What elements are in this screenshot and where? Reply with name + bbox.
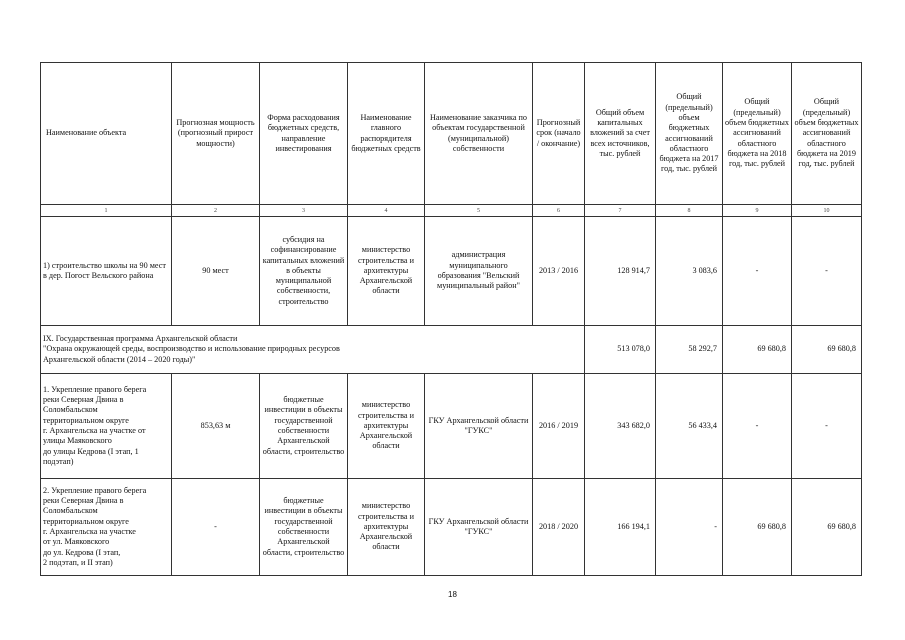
section-budget-2019: 69 680,8 — [792, 326, 862, 374]
distributor: министерство строительства и архитектуры Архангельской области — [348, 479, 425, 576]
header-distributor: Наименование главного распорядителя бюджетных средств — [348, 63, 425, 205]
budget-2017: 3 083,6 — [656, 217, 723, 326]
customer: ГКУ Архангельской области "ГУКС" — [425, 479, 533, 576]
object-name-line: территориальном округе — [43, 415, 129, 425]
budget-2018: - — [723, 374, 792, 479]
header-customer: Наименование заказчика по объектам государственной (муниципальной) собственности — [425, 63, 533, 205]
budget-2017: - — [656, 479, 723, 576]
column-number: 3 — [260, 205, 348, 217]
column-number-row — [41, 205, 862, 217]
header-capacity: Прогнозная мощность (прогнозный прирост мощности) — [172, 63, 260, 205]
program-title — [41, 326, 585, 374]
budget-2018: - — [723, 217, 792, 326]
header-term: Прогнозный срок (начало / окончание) — [533, 63, 585, 205]
distributor: министерство строительства и архитектуры Архангельской области — [348, 374, 425, 479]
object-name-line: г. Архангельска на участке от — [43, 426, 146, 435]
term: 2013 / 2016 — [533, 217, 585, 326]
header-total-investment: Общий объем капитальных вложений за счет всех источников, тыс. рублей — [585, 63, 656, 205]
column-number: 1 — [41, 205, 172, 217]
column-number: 7 — [585, 205, 656, 217]
capacity: 90 мест — [172, 217, 260, 326]
object-name — [41, 479, 172, 576]
table-row — [41, 217, 862, 326]
budget-2019: 69 680,8 — [792, 479, 862, 576]
object-name-line: подэтап) — [43, 456, 74, 466]
term: 2016 / 2019 — [533, 374, 585, 479]
header-budget-2019: Общий (предельный) объем бюджетных ассигнований областного бюджета на 2019 год, тыс. рублей — [792, 63, 862, 205]
object-name-line: до улицы Кедрова (I этап, 1 — [43, 446, 139, 456]
object-name: 1) строительство школы на 90 мест в дер. Погост Вельского района — [41, 217, 172, 326]
object-name-line: Соломбальском — [43, 405, 98, 415]
budget-2018: 69 680,8 — [723, 479, 792, 576]
column-number: 4 — [348, 205, 425, 217]
section-budget-2017: 58 292,7 — [656, 326, 723, 374]
header-spending-form: Форма расходования бюджетных средств, направление инвестирования — [260, 63, 348, 205]
budget-2017: 56 433,4 — [656, 374, 723, 479]
program-section-row — [41, 326, 862, 374]
section-total-investment: 513 078,0 — [585, 326, 656, 374]
distributor: министерство строительства и архитектуры Архангельской области — [348, 217, 425, 326]
column-number: 9 — [723, 205, 792, 217]
header-budget-2017: Общий (предельный) объем бюджетных ассигнований областного бюджета на 2017 год, тыс. рублей — [656, 63, 723, 205]
budget-investment-table — [40, 62, 862, 576]
page-number: 18 — [448, 590, 457, 599]
object-name-line: Соломбальском — [43, 506, 98, 516]
table-row — [41, 374, 862, 479]
program-title-line: IX. Государственная программа Архангельской области — [43, 334, 238, 344]
object-name-line: реки Северная Двина в — [43, 496, 124, 506]
budget-2019: - — [792, 217, 862, 326]
spending-form: бюджетные инвестиции в объекты государственной собственности Архангельской области, строительство — [260, 374, 348, 479]
term: 2018 / 2020 — [533, 479, 585, 576]
capacity: - — [172, 479, 260, 576]
object-name-line: улицы Маяковского — [43, 436, 112, 446]
column-number: 6 — [533, 205, 585, 217]
total-investment: 343 682,0 — [585, 374, 656, 479]
total-investment: 128 914,7 — [585, 217, 656, 326]
column-number: 10 — [792, 205, 862, 217]
budget-2019: - — [792, 374, 862, 479]
program-title-line: "Охрана окружающей среды, воспроизводство и использование природных ресурсов — [43, 344, 340, 354]
program-title-line: Архангельской области (2014 – 2020 годы)" — [43, 354, 196, 364]
capacity: 853,63 м — [172, 374, 260, 479]
object-name — [41, 374, 172, 479]
customer: ГКУ Архангельской области "ГУКС" — [425, 374, 533, 479]
object-name-line: от ул. Маяковского — [43, 537, 110, 547]
customer: администрация муниципального образования "Вельский муниципальный район" — [425, 217, 533, 326]
header-row — [41, 63, 862, 205]
object-name-line: 1. Укрепление правого берега — [43, 384, 147, 394]
header-budget-2018: Общий (предельный) объем бюджетных ассигнований областного бюджета на 2018 год, тыс. рублей — [723, 63, 792, 205]
object-name-line: реки Северная Двина в — [43, 395, 124, 405]
spending-form: бюджетные инвестиции в объекты государственной собственности Архангельской области, строительство — [260, 479, 348, 576]
section-budget-2018: 69 680,8 — [723, 326, 792, 374]
object-name-line: территориальном округе — [43, 516, 129, 526]
table-row — [41, 479, 862, 576]
object-name-line: г. Архангельска на участке — [43, 527, 136, 536]
column-number: 2 — [172, 205, 260, 217]
column-number: 8 — [656, 205, 723, 217]
object-name-line: 2. Укрепление правого берега — [43, 485, 147, 495]
total-investment: 166 194,1 — [585, 479, 656, 576]
spending-form: субсидия на софинансирование капитальных вложений в объекты муниципальной собственности, строительство — [260, 217, 348, 326]
object-name-line: 2 подэтап, и II этап) — [43, 557, 113, 567]
header-object-name: Наименование объекта — [41, 63, 172, 205]
object-name-line: до ул. Кедрова (I этап, — [43, 547, 121, 557]
column-number: 5 — [425, 205, 533, 217]
